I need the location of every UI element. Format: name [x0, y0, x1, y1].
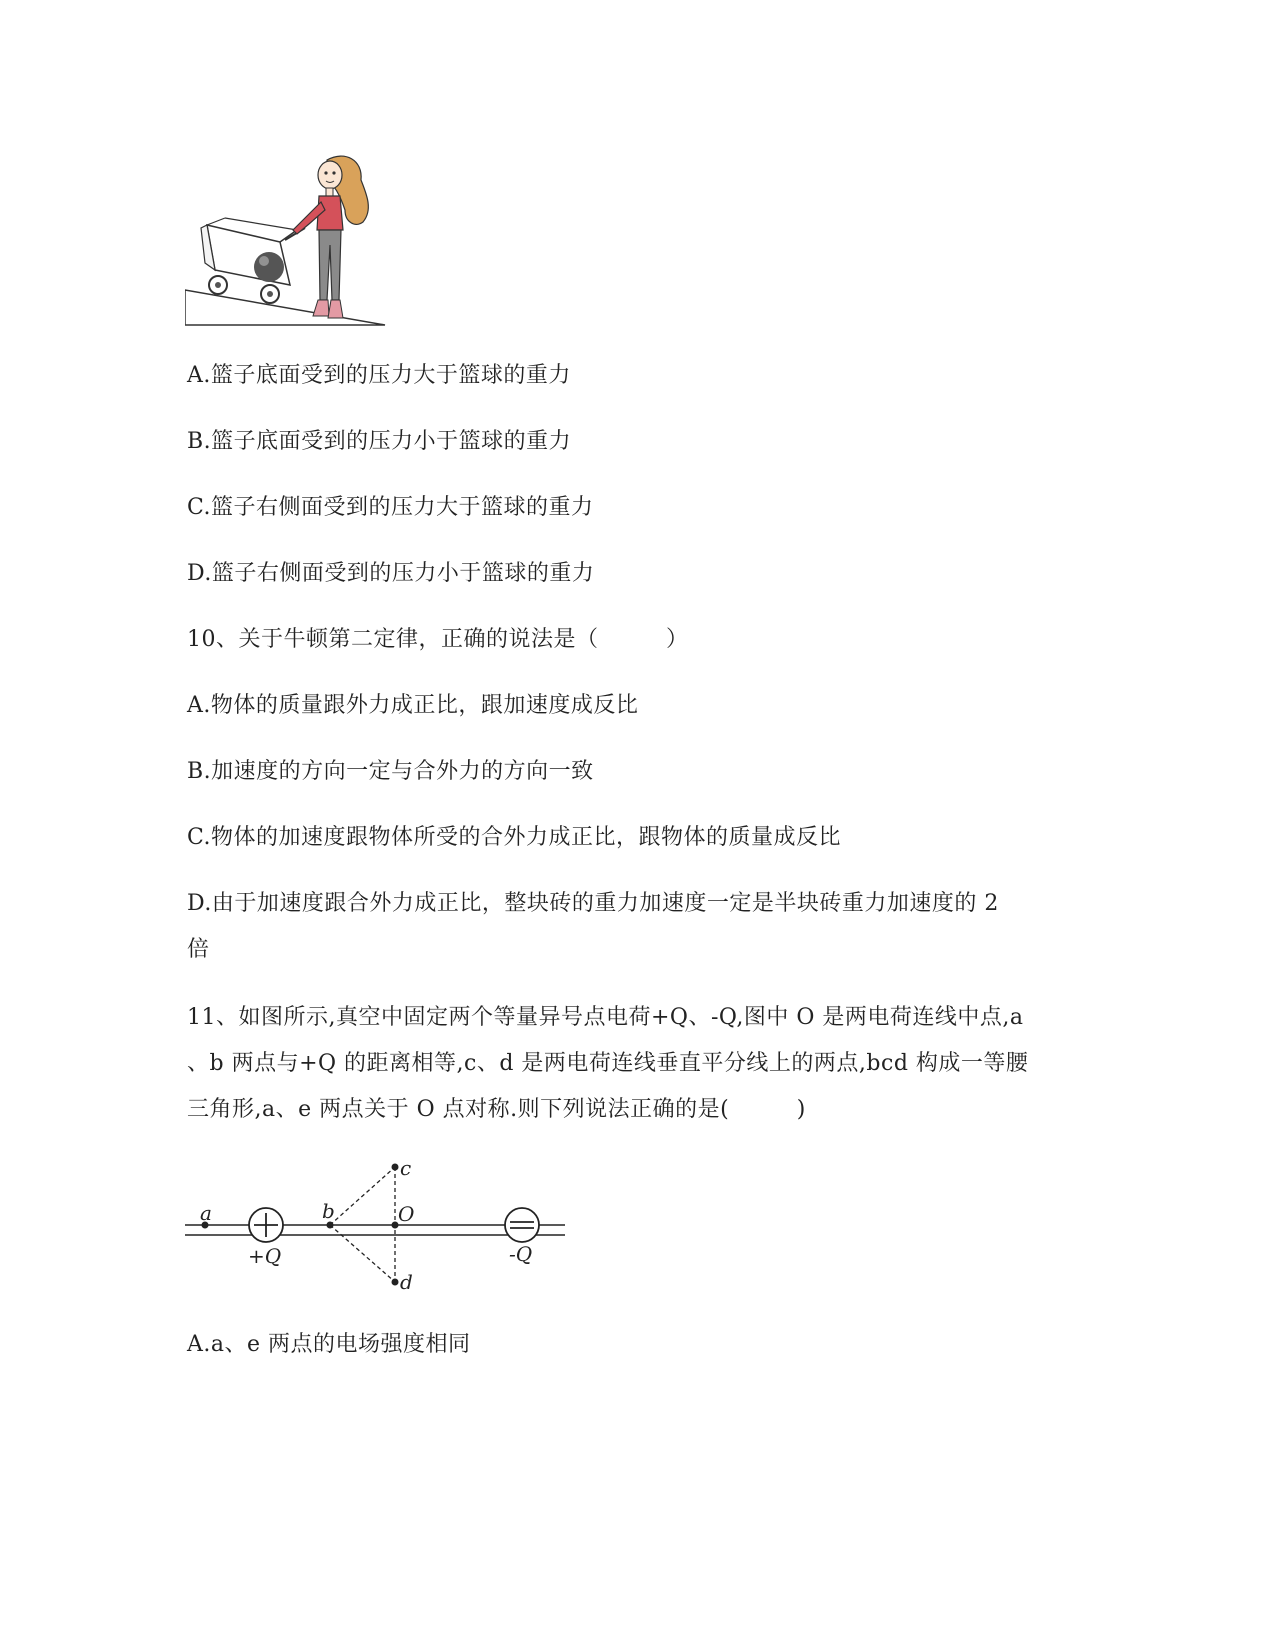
- q9-option-c: C.篮子右侧面受到的压力大于篮球的重力: [187, 495, 594, 520]
- q9-option-b: B.篮子底面受到的压力小于篮球的重力: [187, 429, 572, 454]
- label-plus-q: +Q: [248, 1244, 282, 1268]
- charges-diagram: [185, 1155, 605, 1305]
- q11-stem-line-1: 11、如图所示,真空中固定两个等量异号点电荷+Q、-Q,图中 O 是两电荷连线中点,a: [187, 1005, 1024, 1030]
- q9-option-d: D.篮子右侧面受到的压力小于篮球的重力: [187, 561, 595, 586]
- q11-option-a: A.a、e 两点的电场强度相同: [187, 1332, 471, 1357]
- girl-figure-icon: [293, 156, 368, 318]
- label-a: a: [200, 1201, 212, 1225]
- negative-charge-icon: [505, 1208, 539, 1242]
- label-d: d: [400, 1270, 413, 1294]
- label-c: c: [400, 1156, 412, 1180]
- triangle-side-bd: [330, 1225, 395, 1282]
- basketball-icon: [254, 252, 284, 282]
- q11-stem-line-2: 、b 两点与+Q 的距离相等,c、d 是两电荷连线垂直平分线上的两点,bcd 构成一等腰: [187, 1051, 1029, 1076]
- q10-option-d-continuation: 倍: [187, 937, 210, 962]
- point-c-icon: [392, 1164, 399, 1171]
- point-d-icon: [392, 1279, 399, 1286]
- label-b: b: [322, 1199, 335, 1223]
- triangle-side-bc: [330, 1167, 395, 1225]
- positive-charge-icon: [249, 1208, 283, 1242]
- cart-icon: [201, 218, 305, 285]
- q10-option-c: C.物体的加速度跟物体所受的合外力成正比，跟物体的质量成反比: [187, 825, 842, 850]
- q10-option-a: A.物体的质量跟外力成正比，跟加速度成反比: [187, 693, 639, 718]
- q10-option-b: B.加速度的方向一定与合外力的方向一致: [187, 759, 594, 784]
- cart-incline-figure: [185, 150, 405, 345]
- incline-icon: [185, 290, 385, 325]
- q9-option-a: A.篮子底面受到的压力大于篮球的重力: [187, 363, 571, 388]
- q11-stem-line-3: 三角形,a、e 两点关于 O 点对称.则下列说法正确的是( ): [187, 1097, 806, 1122]
- label-minus-q: -Q: [509, 1242, 533, 1266]
- q10-stem: 10、关于牛顿第二定律，正确的说法是（ ）: [187, 627, 689, 652]
- label-o: O: [398, 1202, 415, 1226]
- q10-option-d: D.由于加速度跟合外力成正比，整块砖的重力加速度一定是半块砖重力加速度的 2: [187, 891, 999, 916]
